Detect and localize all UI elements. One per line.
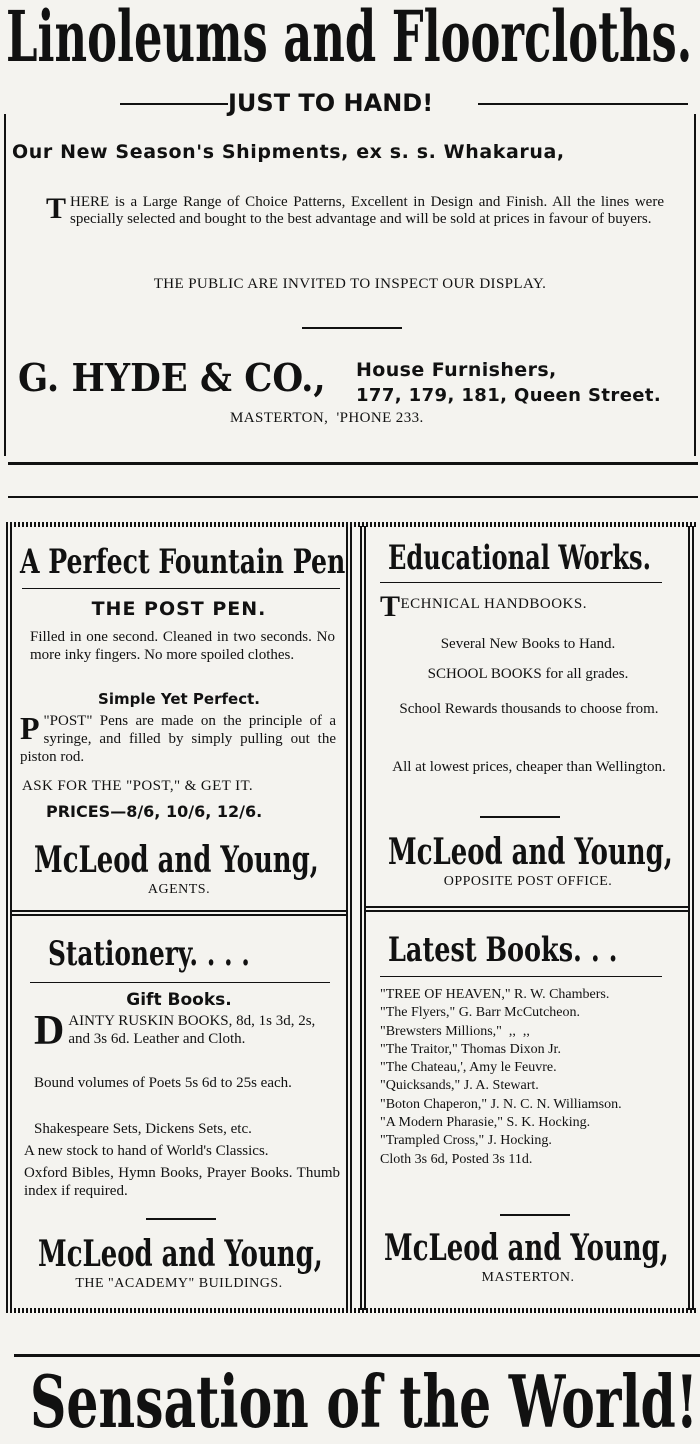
- grid-top-border: [6, 522, 698, 527]
- post-pen-subhead: THE POST PEN.: [91, 598, 267, 620]
- prices-line: PRICES—8/6, 10/6, 12/6.: [46, 802, 263, 821]
- stationery-body-4: A new stock to hand of World's Classics.: [24, 1143, 269, 1159]
- pen-body-2-text: "POST" Pens are made on the principle of a syringe, and filled by simply pulling out the piston rod.: [20, 713, 336, 765]
- latest-headline-rule: [380, 976, 662, 977]
- edu-line-4: All at lowest prices, cheaper than Wellington.: [392, 759, 666, 775]
- pen-body-2: [20, 712, 336, 766]
- stationery-body-1-text: AINTY RUSKIN BOOKS, 8d, 1s 3d, 2s, and 3s 6d. Leather and Cloth.: [68, 1013, 316, 1047]
- edu-signature: McLeod and Young,: [388, 831, 673, 873]
- ask-line: ASK FOR THE "POST," & GET IT.: [22, 778, 254, 794]
- sensation-headline: Sensation of the World!: [30, 1359, 698, 1444]
- edu-subhead-text: ECHNICAL HANDBOOKS.: [400, 596, 587, 612]
- stationery-body-3: Shakespeare Sets, Dickens Sets, etc.: [34, 1121, 252, 1137]
- subhead-rule-right: [478, 103, 688, 105]
- book-item: "Trampled Cross," J. Hocking.: [380, 1133, 552, 1149]
- book-price: Cloth 3s 6d, Posted 3s 11d.: [380, 1151, 533, 1167]
- pen-headline: A Perfect Fountain Pen: [20, 542, 346, 582]
- dropcap-d: D: [34, 1008, 65, 1054]
- edu-subhead: [380, 590, 587, 624]
- grid-bottom-border: [6, 1308, 698, 1313]
- grid-left-border: [6, 526, 12, 1310]
- pen-signature: McLeod and Young,: [34, 839, 319, 881]
- ad1-bottom-rule-2: [8, 496, 698, 498]
- simple-yet-perfect: Simple Yet Perfect.: [98, 690, 260, 708]
- pen-role: AGENTS.: [147, 882, 211, 897]
- linoleum-headline: Linoleums and Floorcloths.: [6, 0, 693, 78]
- book-item: "Quicksands," J. A. Stewart.: [380, 1078, 539, 1094]
- stationery-role: THE "ACADEMY" BUILDINGS.: [75, 1276, 283, 1291]
- book-list: [380, 986, 686, 1169]
- stationery-body-1: [34, 1008, 334, 1054]
- linoleum-body: [46, 194, 664, 228]
- stationery-headline-rule: [30, 982, 330, 983]
- book-item: "Boton Chaperon," J. N. C. N. Williamson.: [380, 1096, 622, 1112]
- book-item: "Brewsters Millions," ,, ,,: [380, 1023, 530, 1039]
- pen-headline-rule: [22, 588, 340, 589]
- edu-role: OPPOSITE POST OFFICE.: [443, 874, 613, 889]
- book-item: "The Traitor," Thomas Dixon Jr.: [380, 1041, 561, 1057]
- grid-left-mid-divider: [12, 910, 346, 916]
- divider-short: [302, 327, 402, 329]
- town-phone-line: MASTERTON, 'PHONE 233.: [230, 410, 424, 426]
- shipment-line: Our New Season's Shipments, ex s. s. Whakarua,: [12, 141, 565, 163]
- latest-headline: Latest Books. . .: [388, 930, 618, 970]
- gift-books-subhead: Gift Books.: [126, 990, 232, 1010]
- linoleum-body-text: HERE is a Large Range of Choice Patterns, Excellent in Design and Finish. All the lines were specially selected and bought to the best advantage and will be sold at prices in favour of buyers.: [70, 194, 664, 227]
- edu-line-1: Several New Books to Hand.: [440, 636, 616, 652]
- invite-line: THE PUBLIC ARE INVITED TO INSPECT OUR DISPLAY.: [153, 276, 547, 292]
- grid-right-mid-divider: [366, 906, 688, 912]
- edu-headline: Educational Works.: [388, 538, 652, 578]
- stationery-divider: [146, 1218, 216, 1220]
- trade-line: House Furnishers,: [356, 359, 557, 381]
- edu-divider: [480, 816, 560, 818]
- subhead-rule-left: [120, 103, 228, 105]
- ad1-bottom-rule-1: [8, 462, 698, 465]
- just-to-hand-subhead: JUST TO HAND!: [228, 89, 434, 117]
- dropcap-t2: T: [380, 590, 401, 623]
- book-item: "TREE OF HEAVEN," R. W. Chambers.: [380, 987, 610, 1002]
- edu-line-2: SCHOOL BOOKS for all grades.: [427, 666, 629, 682]
- stationery-body-2: Bound volumes of Poets 5s 6d to 25s each.: [34, 1075, 292, 1091]
- footer-top-rule: [14, 1354, 700, 1357]
- stationery-signature: McLeod and Young,: [38, 1233, 323, 1275]
- company-name: G. HYDE & CO.,: [18, 355, 326, 400]
- dropcap-t: T: [46, 192, 67, 225]
- book-item: "The Flyers," G. Barr McCutcheon.: [380, 1005, 580, 1021]
- grid-center-border: [346, 526, 352, 1310]
- book-item: "A Modern Pharasie," S. K. Hocking.: [380, 1115, 591, 1131]
- address-line: 177, 179, 181, Queen Street.: [356, 385, 662, 406]
- stationery-body-5: Oxford Bibles, Hymn Books, Prayer Books. Thumb index if required.: [24, 1165, 340, 1199]
- edu-line-3: School Rewards thousands to choose from.: [399, 701, 659, 717]
- book-item: "The Chateau,', Amy le Feuvre.: [380, 1060, 557, 1076]
- latest-divider: [500, 1214, 570, 1216]
- stationery-headline: Stationery. . . .: [48, 934, 250, 974]
- latest-signature: McLeod and Young,: [384, 1227, 669, 1269]
- dropcap-p: P: [20, 710, 40, 746]
- pen-body-1: Filled in one second. Cleaned in two seconds. No more inky fingers. No more spoiled clothes.: [30, 629, 335, 663]
- edu-headline-rule: [380, 582, 662, 583]
- latest-role: MASTERTON.: [481, 1270, 575, 1285]
